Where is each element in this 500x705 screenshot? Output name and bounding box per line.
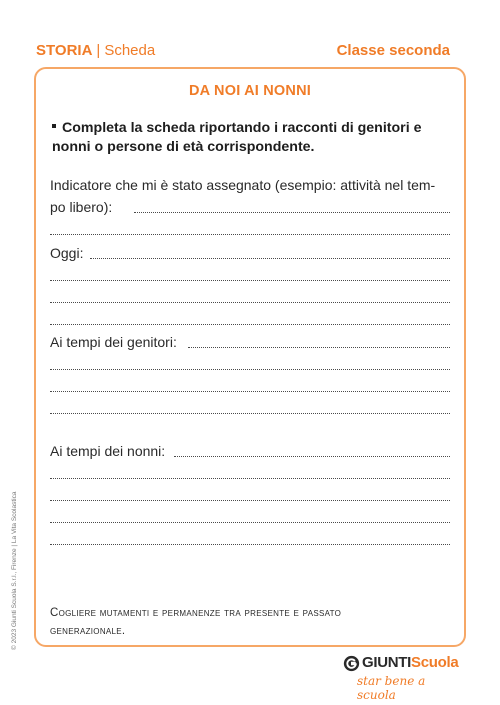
subject-name: STORIA — [36, 42, 93, 59]
field-indicator-label-line2: po libero): — [50, 199, 113, 215]
answer-line-nonni-5[interactable] — [50, 544, 450, 545]
instruction-text: Completa la scheda riportando i racconti di genitori e nonni o persone di età corrispondente. — [52, 120, 422, 155]
bullet-icon — [52, 124, 56, 128]
instruction — [52, 119, 448, 157]
copyright-notice — [11, 470, 20, 650]
logo-brand-accent: Scuola — [411, 654, 459, 671]
worksheet-card — [34, 67, 466, 647]
logo-brand-main: GIUNTI — [362, 654, 412, 671]
answer-line-nonni-4[interactable] — [50, 522, 450, 523]
publisher-logo — [343, 652, 459, 702]
field-genitori-label: Ai tempi dei genitori: — [50, 334, 177, 350]
header-separator: | — [96, 42, 101, 59]
answer-line-genitori-2[interactable] — [50, 369, 450, 370]
page-header — [36, 42, 450, 62]
answer-line-indicator-1[interactable] — [134, 212, 450, 213]
answer-line-indicator-2[interactable] — [50, 234, 450, 235]
answer-line-nonni-3[interactable] — [50, 500, 450, 501]
logo-wordmark — [362, 654, 458, 671]
answer-line-nonni-1[interactable] — [174, 456, 450, 457]
answer-line-oggi-2[interactable] — [50, 280, 450, 281]
field-oggi-label: Oggi: — [50, 245, 84, 261]
note-line-1: Cogliere mutamenti e permanenze tra presente e passato — [50, 607, 342, 619]
answer-line-oggi-4[interactable] — [50, 324, 450, 325]
field-nonni-label: Ai tempi dei nonni: — [50, 443, 166, 459]
note-line-2: generazionale. — [50, 625, 126, 637]
answer-line-genitori-1[interactable] — [188, 347, 450, 348]
answer-line-genitori-3[interactable] — [50, 391, 450, 392]
worksheet-title: DA NOI AI NONNI — [189, 83, 311, 99]
subject-label — [36, 42, 155, 59]
answer-line-nonni-2[interactable] — [50, 478, 450, 479]
logo-tagline: star bene a scuola — [357, 674, 426, 702]
sheet-type: Scheda — [104, 42, 156, 59]
answer-line-genitori-4[interactable] — [50, 413, 450, 414]
answer-line-oggi-1[interactable] — [90, 258, 450, 259]
field-indicator-label-line1: Indicatore che mi è stato assegnato (esempio: attività nel tem- — [50, 177, 436, 193]
grade-label: Classe seconda — [336, 42, 450, 59]
answer-line-oggi-3[interactable] — [50, 302, 450, 303]
teacher-note — [50, 604, 341, 640]
giunti-g-icon — [343, 655, 360, 672]
copyright-text: © 2023 Giunti Scuola S.r.l., Firenze | La Vita Scolastica — [11, 491, 18, 650]
